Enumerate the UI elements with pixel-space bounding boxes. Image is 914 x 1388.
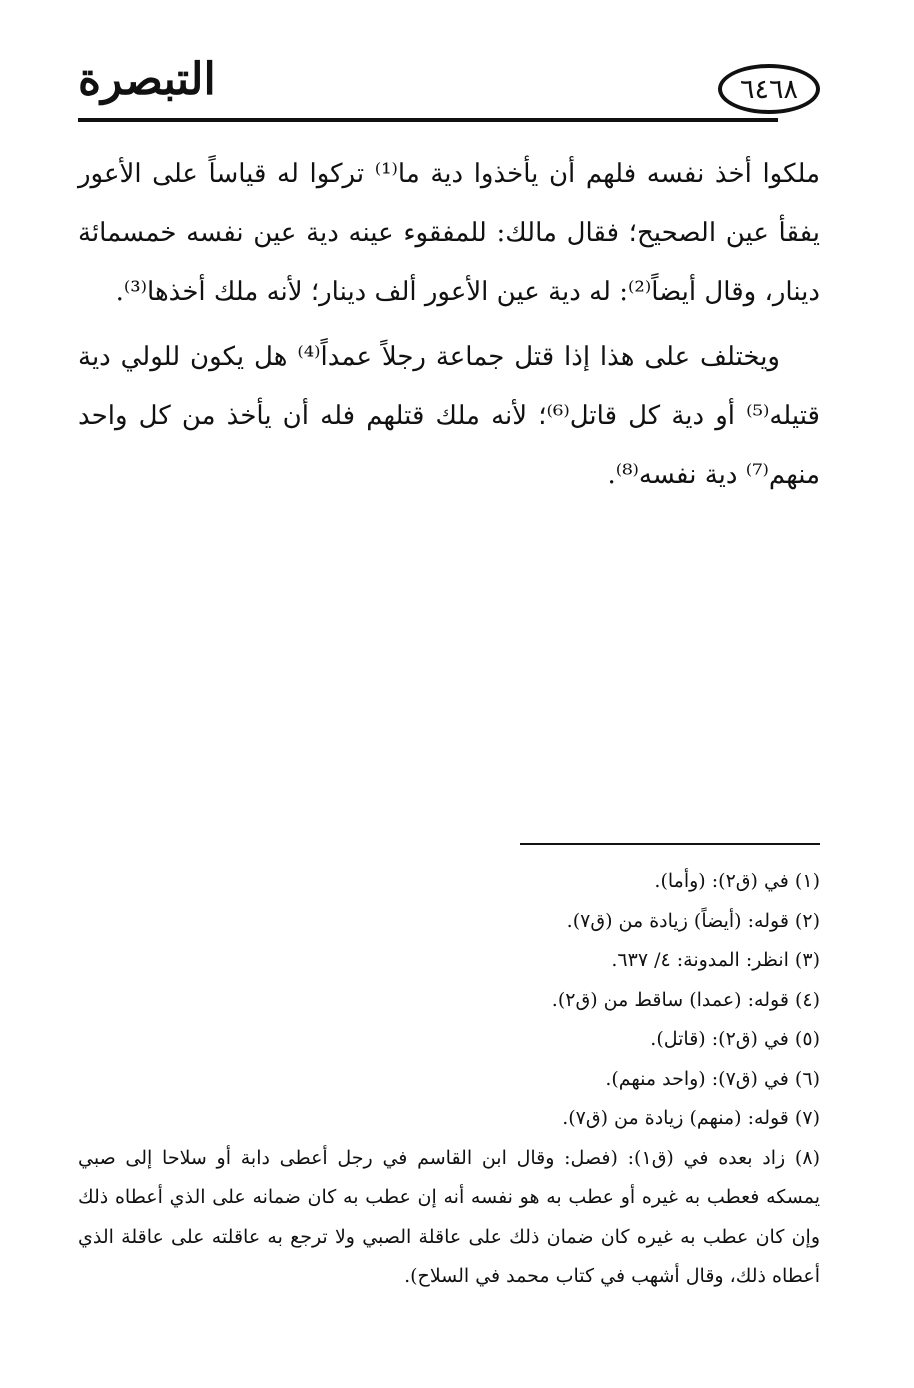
footnote: (٢) قوله: (أيضاً) زيادة من (ق٧).	[566, 909, 820, 932]
footnote: (٥) في (ق٢): (قاتل).	[650, 1028, 820, 1050]
footnotes	[78, 862, 820, 1297]
main-text	[78, 145, 820, 505]
footnote: (١) في (ق٢): (وأما).	[654, 870, 820, 892]
book-title: التبصرة	[78, 54, 216, 105]
page-number-frame	[718, 64, 820, 114]
footnote: (٨) زاد بعده في (ق١): (فصل: وقال ابن القاسم في رجل أعطى دابة أو سلاحا إلى صبي يمسكه فعطب به غيره أو عطب به هو نفسه أنه إن عطب به كان ضمانه على الذي أعطاه ذلك وإن كان عطب به غيره كان ضمان ذلك على عاقلة الصبي ولا ترجع به عاقلته على عاقلة الذي أعطاه ذلك، وقال أشهب في كتاب محمد في السلاح).	[78, 1146, 820, 1287]
paragraph: ويختلف على هذا إذا قتل جماعة رجلاً عمداً⁽⁴⁾ هل يكون للولي دية قتيله⁽⁵⁾ أو دية كل قاتل⁽⁶⁾؛ لأنه ملك قتلهم فله أن يأخذ من كل واحد منهم⁽⁷⁾ دية نفسه⁽⁸⁾.	[78, 342, 820, 490]
page-header	[78, 54, 820, 128]
header-rule	[78, 118, 778, 122]
footnote: (٧) قوله: (منهم) زيادة من (ق٧).	[562, 1107, 820, 1129]
page-number: ٦٤٦٨	[739, 73, 798, 105]
footnote: (٤) قوله: (عمدا) ساقط من (ق٢).	[551, 988, 820, 1011]
footnote: (٦) في (ق٧): (واحد منهم).	[605, 1067, 820, 1090]
footnote-separator	[520, 843, 820, 845]
paragraph: ملكوا أخذ نفسه فلهم أن يأخذوا دية ما⁽¹⁾ تركوا له قياساً على الأعور يفقأ عين الصحيح؛ فقال مالك: للمفقوء عينه دية عين نفسه خمسمائة دينار، وقال أيضاً⁽²⁾: له دية عين الأعور ألف دينار؛ لأنه ملك أخذها⁽³⁾.	[78, 159, 820, 307]
footnote: (٣) انظر: المدونة: ٤/ ٦٣٧.	[611, 949, 820, 971]
